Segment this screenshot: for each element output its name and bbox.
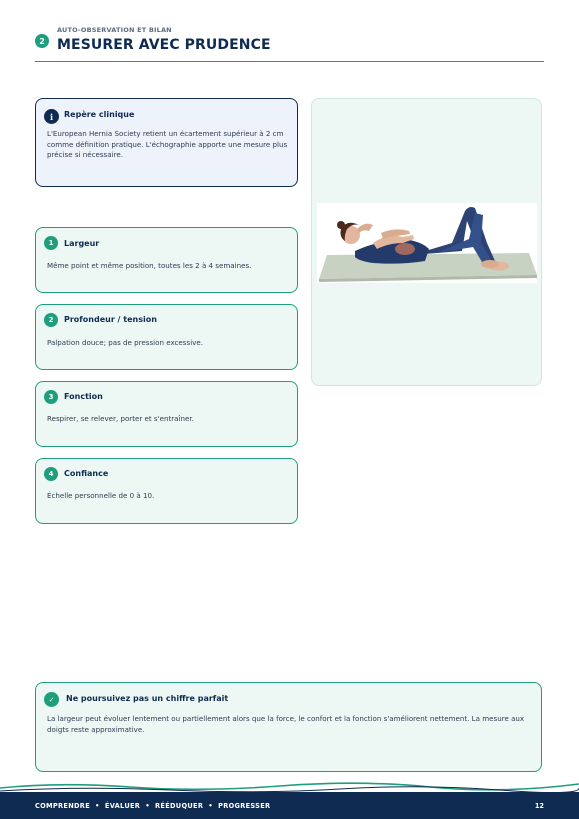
step-title: Confiance (64, 469, 109, 478)
page-number: 12 (534, 802, 544, 810)
footer-nav-text: COMPRENDRE • ÉVALUER • RÉÉDUQUER • PROGRESSER (35, 802, 271, 810)
step-card-width (35, 227, 298, 293)
warning-text: La largeur peut évoluer lentement ou partiellement alors que la force, le confort et la fonction s'améliorent nettement. La mesure aux doigts reste approximative. (47, 714, 525, 734)
step-text: Palpation douce; pas de pression excessive. (47, 338, 203, 347)
step-card-confidence (35, 458, 298, 524)
step-number-badge: 1 (44, 236, 58, 250)
section-number-badge: 2 (35, 34, 49, 48)
header-divider (35, 61, 544, 62)
check-icon: ✓ (44, 692, 59, 707)
clinical-reference-text: L'European Hernia Society retient un écartement supérieur à 2 cm comme définition pratique. L'échographie apporte une mesure plus précise si nécessaire. (47, 129, 288, 159)
page-footer (0, 792, 579, 819)
step-title: Profondeur / tension (64, 315, 157, 324)
perfect-number-warning-card (35, 682, 542, 772)
step-text: Échelle personnelle de 0 à 10. (47, 491, 155, 500)
step-number-badge: 2 (44, 313, 58, 327)
step-card-function (35, 381, 298, 447)
clinical-reference-title: Repère clinique (64, 110, 135, 119)
step-card-depth (35, 304, 298, 370)
step-title: Fonction (64, 392, 103, 401)
step-number-badge: 3 (44, 390, 58, 404)
step-text: Même point et même position, toutes les 2 à 4 semaines. (47, 261, 252, 270)
step-title: Largeur (64, 239, 100, 248)
step-text: Respirer, se relever, porter et s'entraîner. (47, 414, 194, 423)
page-title: MESURER AVEC PRUDENCE (57, 37, 271, 53)
clinical-reference-card (35, 98, 298, 187)
info-icon: i (44, 109, 59, 124)
illustration-panel (311, 98, 542, 386)
woman-lying-on-mat-illustration (317, 203, 537, 283)
step-number-badge: 4 (44, 467, 58, 481)
section-kicker: AUTO-OBSERVATION ET BILAN (57, 26, 172, 34)
warning-title: Ne poursuivez pas un chiffre parfait (66, 694, 229, 703)
